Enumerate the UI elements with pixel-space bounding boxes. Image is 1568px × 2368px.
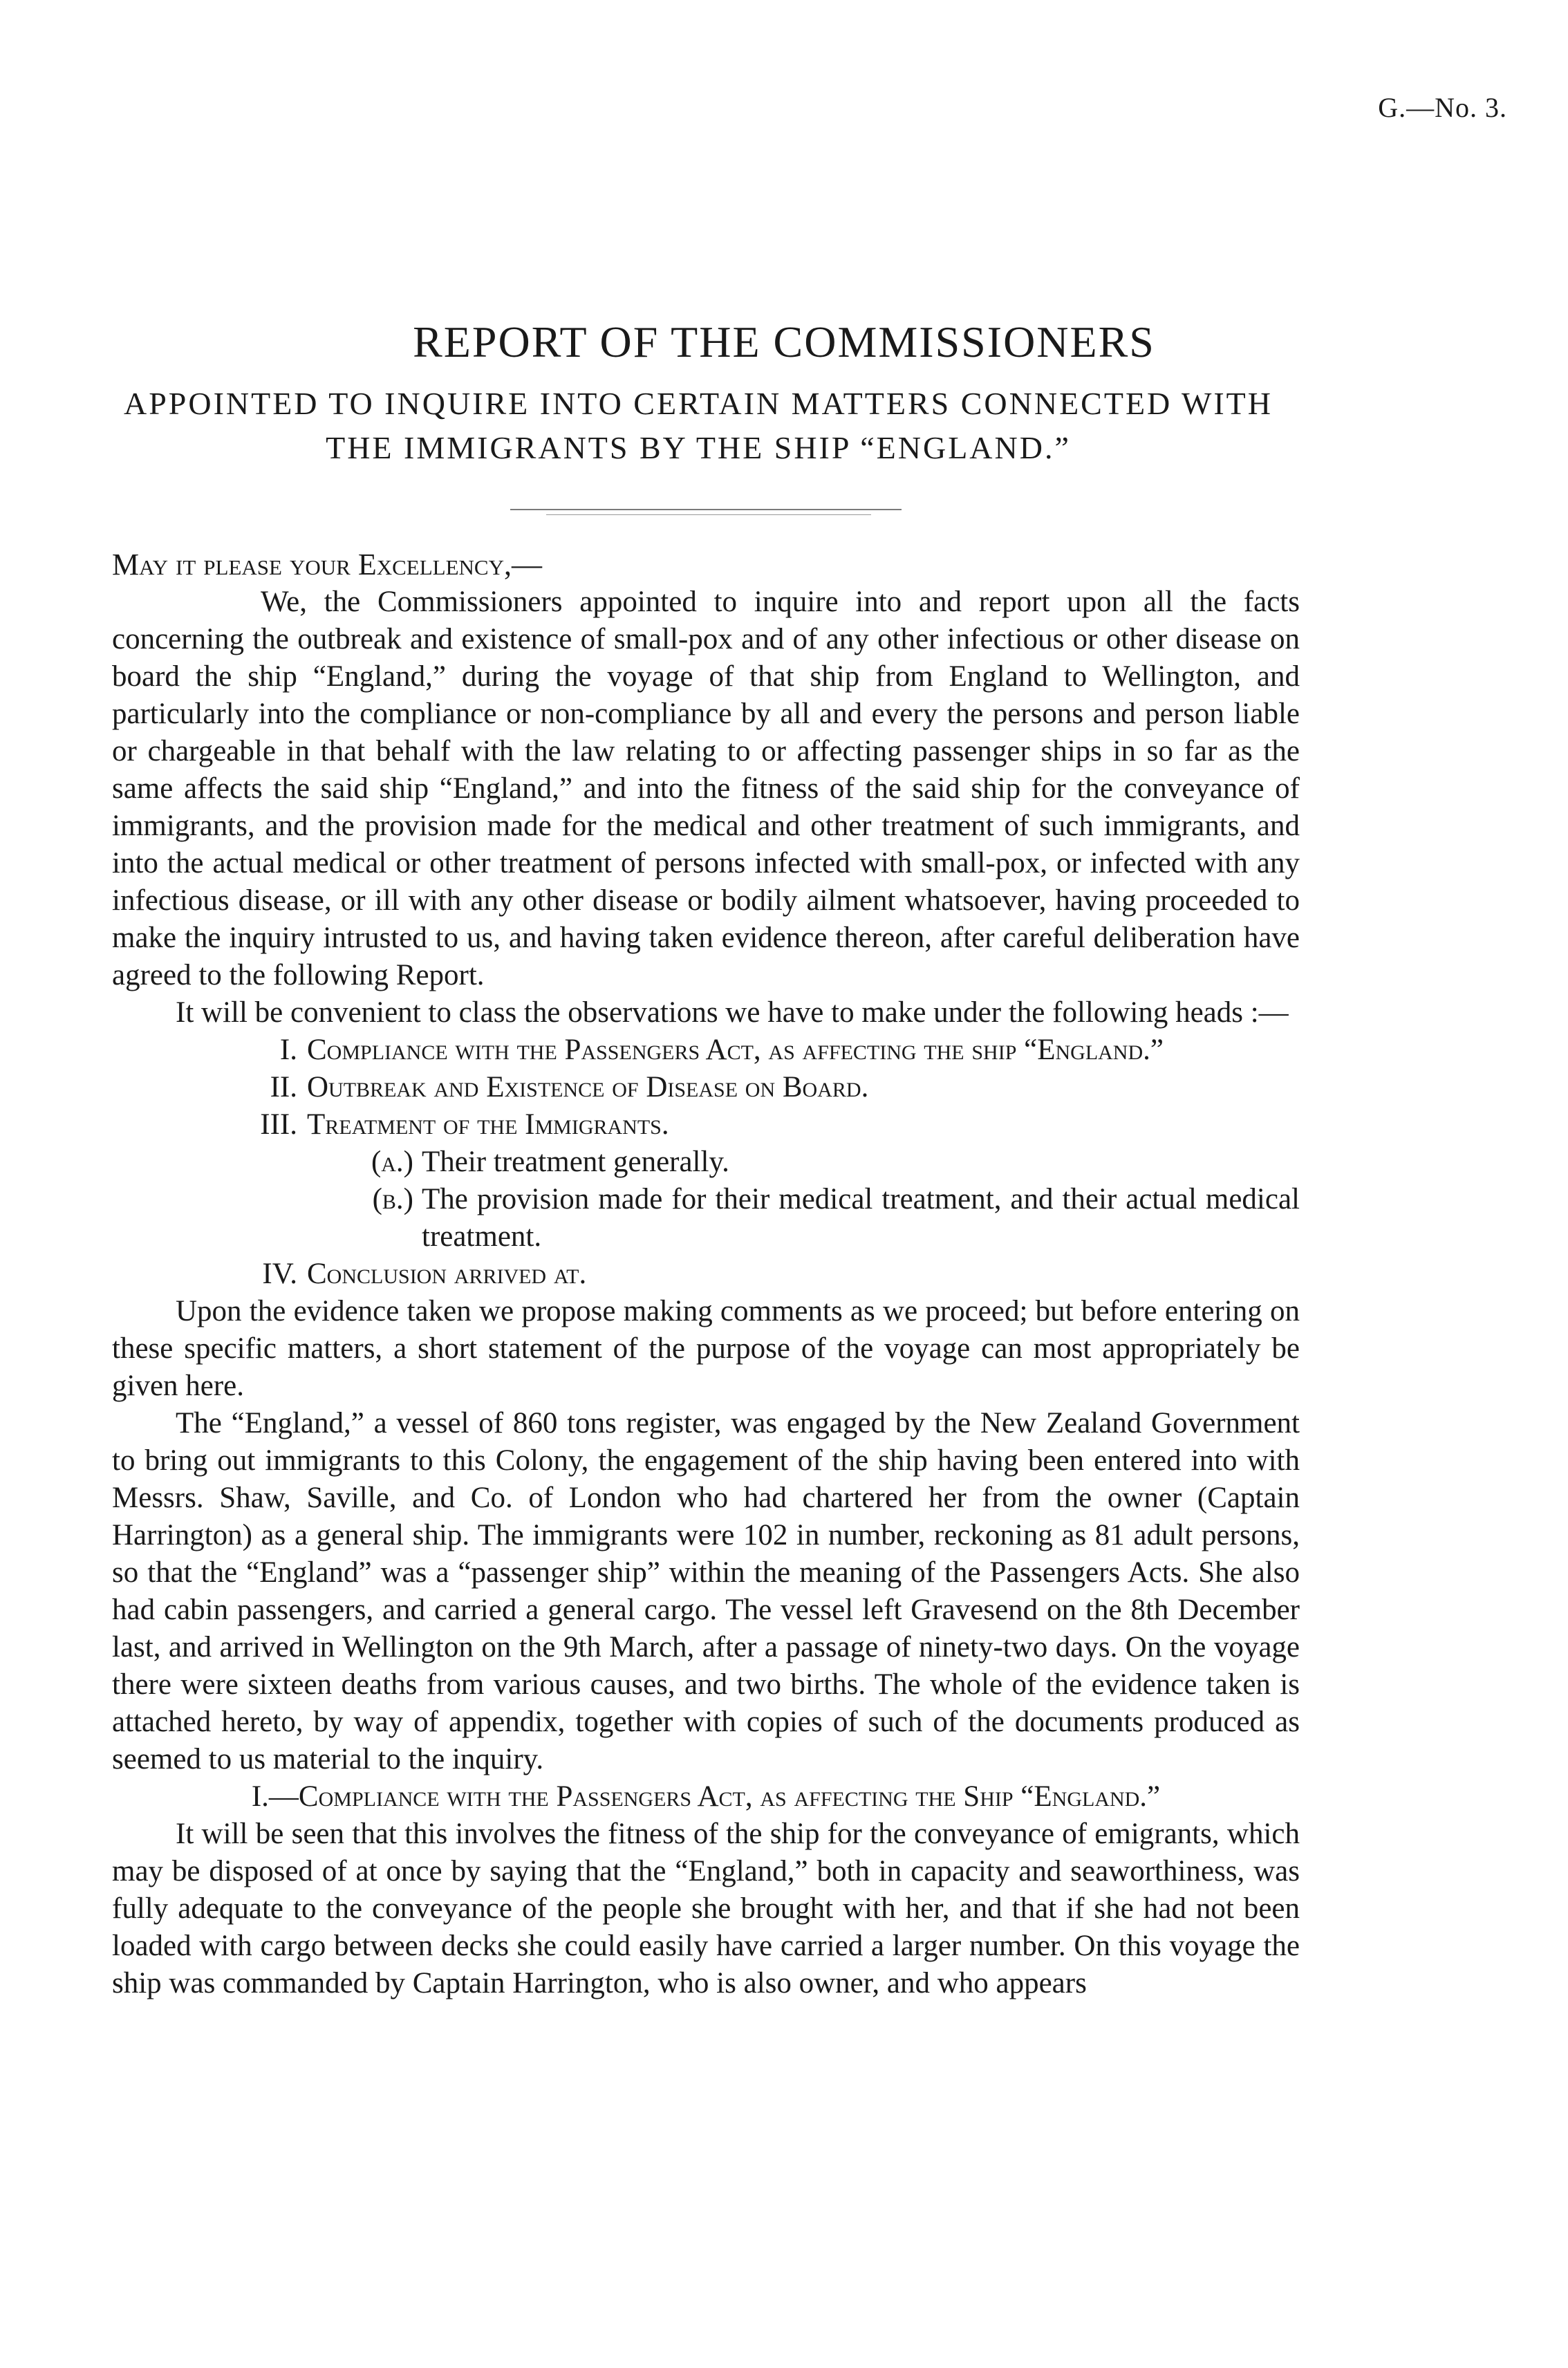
head-number: IV. [262,1258,297,1290]
body-paragraph: Upon the evidence taken we propose making comments as we proceed; but before entering on these specific matters, a short statement of the purpose of the voyage can most appropriately be given here. [112,1295,1300,1402]
head-item [112,1106,1300,1144]
subhead-item [112,1181,1300,1256]
subhead-number: (b.) [372,1183,413,1215]
head-number: I. [279,1034,297,1066]
head-text: Conclusion arrived at. [307,1258,587,1290]
subhead-number: (a.) [371,1146,413,1178]
head-text: Outbreak and Existence of Disease on Board. [307,1071,869,1103]
report-title: REPORT OF THE COMMISSIONERS [413,317,1155,366]
intro-paragraph: We, the Commissioners appointed to inquire into and report upon all the facts concerning the outbreak and existence of small-pox and of any other infectious or other disease on board the ship “England,” during the voyage of that ship from England to Wellington, and particularly into the compliance or non-compliance by all and every the persons and person liable or chargeable in that behalf with the law relating to or affecting passenger ships in so far as the same affects the said ship “England,” and into the fitness of the said ship for the conveyance of immigrants, and the provision made for the medical and other treatment of such immigrants, and into the actual medical or other treatment of persons infected with small-pox, or infected with any infectious disease, or ill with any other disease or bodily ailment whatsoever, having proceeded to make the inquiry intrusted to us, and having taken evidence thereon, after careful deliberation have agreed to the following Report. [112,586,1300,991]
body-paragraph: The “England,” a vessel of 860 tons register, was engaged by the New Zealand Government to bring out immigrants to this Colony, the engagement of the ship having been entered into with Messrs. Shaw, Saville, and Co. of London who had chartered her from the owner (Captain Harrington) as a general ship. The immigrants were 102 in number, reckoning as 81 adult persons, so that the “England” was a “passenger ship” within the meaning of the Passengers Acts. She also had cabin passengers, and carried a general cargo. The vessel left Gravesend on the 8th December last, and arrived in Wellington on the 9th March, after a passage of ninety-two days. On the voyage there were sixteen deaths from various causes, and two births. The whole of the evidence taken is attached hereto, by way of appendix, together with copies of such of the documents produced as seemed to us material to the inquiry. [112,1407,1300,1775]
title-divider-underline [546,514,871,515]
salutation: May it please your Excellency,— [112,548,542,581]
subhead-item [112,1144,1300,1181]
page-reference: G.—No. 3. [1378,92,1507,123]
head-text: Treatment of the Immigrants. [307,1108,669,1141]
report-body [112,546,1300,2002]
heads-intro: It will be convenient to class the observations we have to make under the following heads :— [176,996,1289,1029]
head-number: III. [260,1108,297,1141]
head-text: Compliance with the Passengers Act, as affecting the ship “England.” [307,1034,1164,1066]
subhead-text: Their treatment generally. [422,1146,729,1178]
section-heading: I.—Compliance with the Passengers Act, as affecting the Ship “England.” [251,1780,1161,1813]
head-item [112,1256,1300,1293]
head-number: II. [270,1071,297,1103]
head-item [112,1032,1300,1069]
section-paragraph: It will be seen that this involves the fitness of the ship for the conveyance of emigrants, which may be disposed of at once by saying that the “England,” both in capacity and seaworthiness, was fully adequate to the conveyance of the people she brought with her, and that if she had not been loaded with cargo between decks she could easily have carried a larger number. On this voyage the ship was commanded by Captain Harrington, who is also owner, and who appears [112,1818,1300,1999]
subhead-text: The provision made for their medical treatment, and their actual medical treatment. [422,1183,1300,1253]
title-divider [510,509,902,510]
report-subtitle: APPOINTED TO INQUIRE INTO CERTAIN MATTERS CONNECTED WITH THE IMMIGRANTS BY THE SHIP “ENGLAND.” [123,386,1273,465]
head-item [112,1069,1300,1106]
